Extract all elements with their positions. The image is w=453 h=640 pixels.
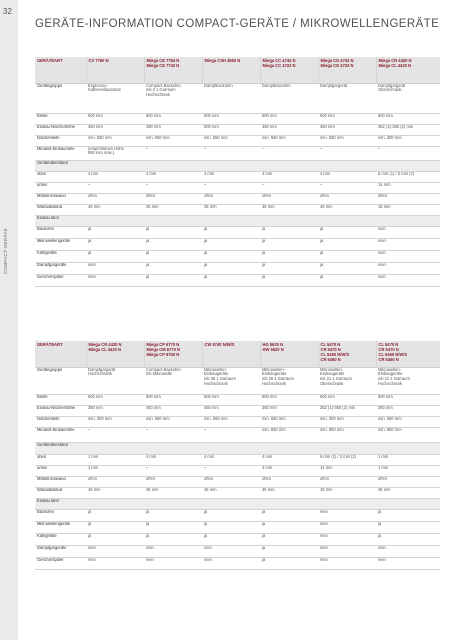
row-label: Dampfgargeräte [35,262,86,274]
table-row [35,454,440,465]
cell-value: min. 550 mm [260,135,318,146]
header-model: Miega CR 4420 N Miega CL 4420 N [376,57,440,83]
cell-value: 1 mm [86,465,144,476]
cell-value: Dampfgargerät Oberschrank [376,83,440,113]
cell-value: 380 mm [86,405,144,416]
cell-value: 45 mm [202,487,260,498]
cell-value: nein [318,533,376,545]
cell-value: ja [318,274,376,286]
cell-value: Mikrowellen- Einbaugeräte mit 21 1 Garraum Hochschrank [376,367,440,394]
row-label: Geräteüberstand [35,160,440,171]
compact-devices-table [35,57,440,287]
cell-value: ja [86,226,144,238]
table-row [35,394,440,405]
cell-value: ja [144,274,202,286]
cell-value: ja [86,250,144,262]
cell-value: offen [260,193,318,204]
cell-value: nein [376,545,440,557]
cell-value: 1 mm [376,465,440,476]
cell-value: ja [376,509,440,521]
cell-value: nein [202,557,260,569]
table-row [35,476,440,487]
row-label: Möbelrückwand [35,476,86,487]
cell-value: Mikrowellen- Einbaugeräte mit 21 1 Garraum Oberschrank [318,367,376,394]
table-row [35,405,440,416]
cell-value: 600 mm [318,113,376,124]
table-row [35,262,440,274]
cell-value: min. 550 mm [144,416,202,427]
header-model: Miega CR 4420 N Miega CL 4420 N [86,341,144,367]
cell-value: offen [86,193,144,204]
cell-value: 45 mm [202,204,260,215]
cell-value: ja [318,226,376,238]
group-row [35,442,440,454]
table-row [35,238,440,250]
cell-value: min. 550 mm [318,135,376,146]
cell-value: – [144,146,202,160]
row-label: Einbau über [35,215,440,226]
cell-value: nein [376,274,440,286]
cell-value: 4 mm [202,454,260,465]
row-label: Geräteüberstand [35,442,440,454]
cell-value: ja [376,533,440,545]
row-label: Backofen [35,226,86,238]
cell-value: 600 mm [260,394,318,405]
header-model: Miega CD 4742 N Miega CD 4722 N [318,57,376,83]
cell-value: ja [144,521,202,533]
cell-value: 600 mm [144,394,202,405]
cell-value: offen [202,476,260,487]
cell-value: 450 mm [86,124,144,135]
table-row [35,367,440,394]
cell-value: min. 550 mm [260,416,318,427]
section-side-label: COMPACT-GERÄTE [3,228,8,275]
cell-value: nein [318,557,376,569]
cell-value: ja [144,238,202,250]
cell-value: 45 mm [260,487,318,498]
table-row [35,521,440,533]
cell-value: 18 mm [318,487,376,498]
table-row [35,274,440,286]
cell-value: offen [376,476,440,487]
cell-value: ja [144,250,202,262]
row-label: unten [35,465,86,476]
cell-value: 362 (1)-365 (2) mm [376,124,440,135]
cell-value: min. 300 mm [318,416,376,427]
cell-value: nein [376,226,440,238]
cell-value: ja [260,262,318,274]
table-row [35,204,440,215]
page-title: GERÄTE-INFORMATION COMPACT-GERÄTE / MIKROWELLENGERÄTE [35,18,440,30]
cell-value: nein [376,262,440,274]
cell-value: 14 mm [318,465,376,476]
cell-value: ja [202,250,260,262]
cell-value: 4 mm [260,465,318,476]
cell-value: min. 850 mm [318,427,376,442]
cell-value: 45 mm [260,204,318,215]
cell-value: 4 mm [318,171,376,182]
cell-value: 450 mm [260,124,318,135]
row-label: oben [35,454,86,465]
page-number: 32 [3,7,12,16]
cell-value: 600 mm [202,113,260,124]
cell-value: ja [318,262,376,274]
cell-value: ja [86,238,144,250]
cell-value: ja [144,533,202,545]
cell-value: min. 550 mm [144,135,202,146]
row-label: Mindest-Einbauhöhe [35,146,86,160]
cell-value: nein [86,545,144,557]
cell-value: 600 mm [144,113,202,124]
cell-value: ja [202,274,260,286]
cell-value: 450 mm [144,405,202,416]
table-row [35,427,440,442]
cell-value: ja [144,226,202,238]
cell-value: – [260,182,318,193]
cell-value: 45 mm [376,487,440,498]
cell-value: 14 mm [376,182,440,193]
cell-value: ja [260,274,318,286]
cell-value: – [144,427,202,442]
header-model: HG 5620 N HW 5620 N [260,341,318,367]
side-strip [0,0,18,640]
cell-value: nein [86,557,144,569]
cell-value: ja [260,226,318,238]
table-row [35,124,440,135]
cell-value: nein [86,262,144,274]
cell-value: 450 mm [202,405,260,416]
cell-value: 600 mm [202,124,260,135]
cell-value: offen [144,193,202,204]
cell-value: offen [260,476,318,487]
cell-value: min. 550 mm [202,416,260,427]
cell-value: nein [144,557,202,569]
header-model: Miega CC 4742 N Miega CC 4722 N [260,57,318,83]
header-model: Miega CP 6770 N Miega CM 6770 N Miega CP 6750 N [144,341,202,367]
cell-value: ja [260,533,318,545]
table-row [35,509,440,521]
cell-value: ja [144,509,202,521]
cell-value: Espresso-/ Kaffeevollautomat [86,83,144,113]
cell-value: – [318,146,376,160]
cell-value: 600 mm [202,394,260,405]
cell-value: – [202,427,260,442]
cell-value: ja [202,238,260,250]
table-row [35,465,440,476]
cell-value: offen [318,476,376,487]
cell-value: nein [86,274,144,286]
cell-value: 450 mm [318,124,376,135]
table-row [35,557,440,569]
row-label: Einbau-Nischenhöhe [35,405,86,416]
cell-value: (empfohlenen Höhe 950 mm max.) [86,146,144,160]
cell-value: 18 mm [376,204,440,215]
cell-value: – [144,182,202,193]
cell-value: nein [318,521,376,533]
row-label: Dampfgargeräte [35,545,86,557]
row-label: oben [35,171,86,182]
cell-value: – [86,427,144,442]
cell-value: – [202,465,260,476]
row-label: Kühlgeräte [35,533,86,545]
row-label: Mikrowellengeräte [35,521,86,533]
row-label: Möbelrückwand [35,193,86,204]
row-label: Nischentiefe [35,416,86,427]
row-label: unten [35,182,86,193]
table-row [35,250,440,262]
cell-value: ja [260,250,318,262]
row-label: Gerätegruppe [35,367,86,394]
cell-value: offen [376,193,440,204]
row-label: Backofen [35,509,86,521]
cell-value: min. 550 mm [86,135,144,146]
table-header-row [35,57,440,83]
cell-value: min. 850 mm [260,427,318,442]
microwave-devices-table [35,341,440,570]
cell-value: 4 mm [260,454,318,465]
cell-value: 4 mm [144,171,202,182]
cell-value: – [260,146,318,160]
cell-value: – [202,146,260,160]
group-row [35,215,440,226]
cell-value: 600 mm [376,394,440,405]
cell-value: 4 mm [260,171,318,182]
cell-value: ja [260,509,318,521]
cell-value: Compact-Backofen mit Mikrowelle [144,367,202,394]
table-row [35,545,440,557]
cell-value: nein [202,545,260,557]
cell-value: ja [202,262,260,274]
table-row [35,416,440,427]
cell-value: 600 mm [318,394,376,405]
cell-value: ja [260,557,318,569]
cell-value: 380 mm [260,405,318,416]
cell-value: 1 mm [86,454,144,465]
cell-value: 4 mm [202,171,260,182]
cell-value: 45 mm [86,487,144,498]
cell-value: 4 mm [86,171,144,182]
cell-value: nein [318,545,376,557]
cell-value: ja [86,521,144,533]
cell-value: offen [202,193,260,204]
cell-value: ja [260,238,318,250]
cell-value: min. 850 mm [376,427,440,442]
cell-value: nein [318,509,376,521]
cell-value: Dampfbackofen [202,83,260,113]
cell-value: 600 mm [260,113,318,124]
cell-value: nein [376,557,440,569]
header-model: Miega CSH 4962 N [202,57,260,83]
row-label: Mindest-Einbauhöhe [35,427,86,442]
row-label: Geschirrspüler [35,557,86,569]
cell-value: Dampfgargerät [318,83,376,113]
cell-value: 45 mm [86,204,144,215]
table-row [35,533,440,545]
header-model: CW 5740 N/W/S [202,341,260,367]
row-label: Geschirrspüler [35,274,86,286]
cell-value: – [318,182,376,193]
table-header-row [35,341,440,367]
cell-value: – [144,465,202,476]
cell-value: 362 (1)-365 (2) mm [318,405,376,416]
cell-value: – [376,146,440,160]
row-label: Einbau-Nischenhöhe [35,124,86,135]
header-label: GERÄTEART [35,341,86,367]
cell-value: ja [318,250,376,262]
cell-value: ja [318,238,376,250]
table-row [35,182,440,193]
cell-value: 450 mm [144,124,202,135]
cell-value: offen [86,476,144,487]
cell-value: ja [260,521,318,533]
row-label: Mikrowellengeräte [35,238,86,250]
cell-value: 380 mm [376,405,440,416]
group-row [35,498,440,509]
cell-value: 600 mm [376,113,440,124]
table-row [35,171,440,182]
cell-value: Dampfbackofen [260,83,318,113]
header-model: CL 5470 N CR 5470 N CL 5460 N/W/S CR 5460 N [376,341,440,367]
cell-value: nein [376,238,440,250]
cell-value: 6 mm (1) / 3 mm (2) [376,171,440,182]
table-row [35,146,440,160]
row-label: Wandabstand [35,487,86,498]
table-row [35,135,440,146]
cell-value: 45 mm [144,487,202,498]
cell-value: nein [376,250,440,262]
row-label: Wandabstand [35,204,86,215]
cell-value: 600 mm [86,113,144,124]
cell-value: ja [202,509,260,521]
cell-value: ja [260,545,318,557]
cell-value: min. 550 mm [202,135,260,146]
cell-value: ja [86,509,144,521]
row-label: Gerätegruppe [35,83,86,113]
header-model: CV 7760 N [86,57,144,83]
cell-value: offen [318,193,376,204]
cell-value: ja [376,521,440,533]
cell-value: 4 mm [144,454,202,465]
row-label: Breite [35,394,86,405]
cell-value: 45 mm [318,204,376,215]
header-model: CL 5470 N CR 5470 N CL 5460 N/W/S CR 5460 N [318,341,376,367]
cell-value: 45 mm [144,204,202,215]
row-label: Breite [35,113,86,124]
table-row [35,193,440,204]
table-row [35,83,440,113]
row-label: Kühlgeräte [35,250,86,262]
cell-value: Mikrowellen- Einbaugeräte mit 36 1 Garraum Hochschrank [202,367,260,394]
cell-value: min. 300 mm [376,135,440,146]
cell-value: 6 mm (1) / 3 mm (2) [318,454,376,465]
cell-value: 1 mm [376,454,440,465]
cell-value: 600 mm [86,394,144,405]
cell-value: ja [144,262,202,274]
cell-value: nein [144,545,202,557]
cell-value: ja [202,226,260,238]
table-row [35,113,440,124]
header-model: Miega CE 7764 N Miega CE 7742 N [144,57,202,83]
cell-value: ja [202,521,260,533]
table-row [35,487,440,498]
cell-value: min. 300 mm [86,416,144,427]
cell-value: Mikrowellen- Einbaugeräte mit 25 1 Garraum Hochschrank [260,367,318,394]
table-row [35,226,440,238]
cell-value: ja [86,533,144,545]
cell-value: – [86,182,144,193]
cell-value: – [202,182,260,193]
cell-value: ja [202,533,260,545]
cell-value: min. 550 mm [376,416,440,427]
row-label: Einbau über [35,498,440,509]
row-label: Nischentiefe [35,135,86,146]
group-row [35,160,440,171]
cell-value: Compact-Backofen mit 4 1 Garraum Hochschrank [144,83,202,113]
header-label: GERÄTEART [35,57,86,83]
cell-value: Dampfgargerät Hochschrank [86,367,144,394]
cell-value: offen [144,476,202,487]
